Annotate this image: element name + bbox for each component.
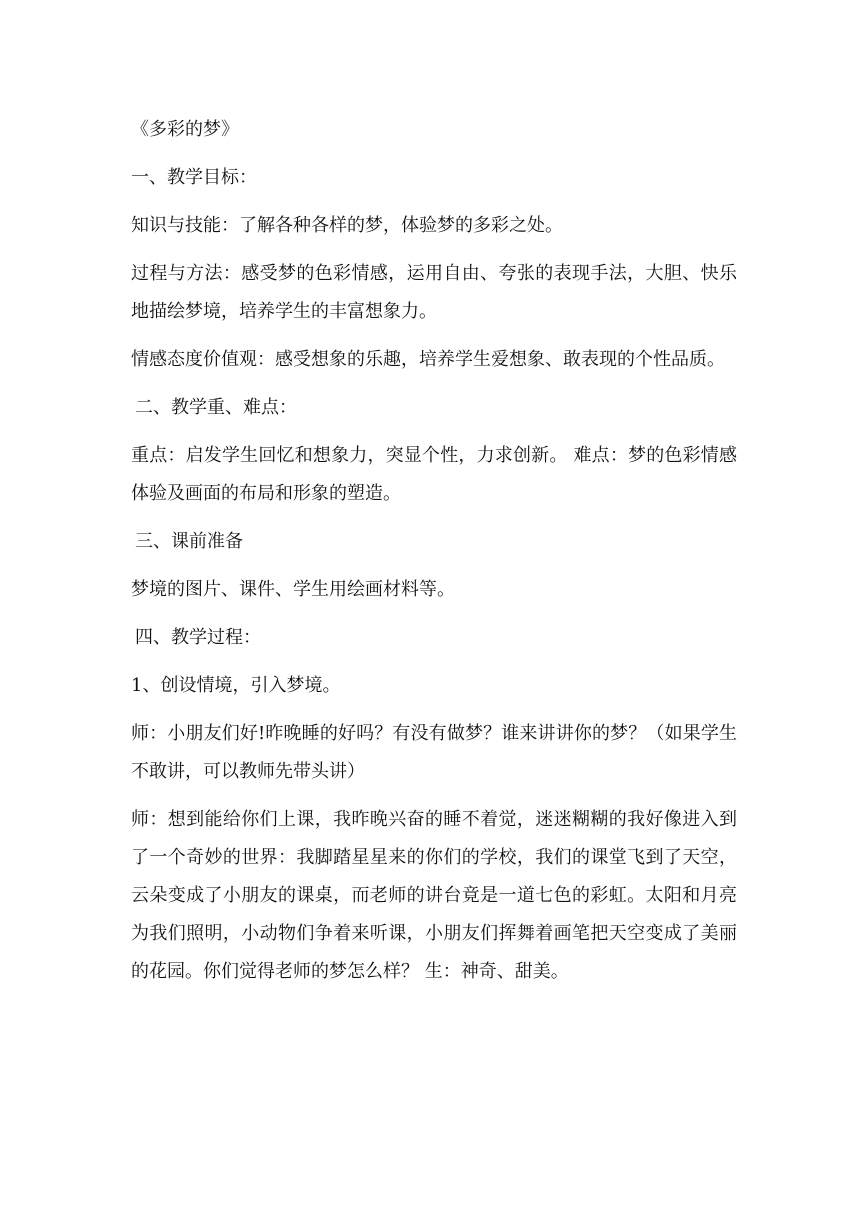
document-title: 《多彩的梦》 <box>131 119 239 140</box>
paragraph-process-methods: 过程与方法：感受梦的色彩情感，运用自由、夸张的表现手法，大胆、快乐地描绘梦境，培养学生的丰富想象力。 <box>131 263 737 322</box>
paragraph-teacher-dream: 师：想到能给你们上课，我昨晚兴奋的睡不着觉，迷迷糊糊的我好像进入到了一个奇妙的世界：我脚踏星星来的你们的学校，我们的课堂飞到了天空，云朵变成了小朋友的课桌，而老师的讲台竟是一道七色的彩虹。太阳和月亮为我们照明，小动物们争着来听课，小朋友们挥舞着画笔把天空变成了美丽的花园。你们觉得老师的梦怎么样？ 生：神奇、甜美。 <box>131 809 737 982</box>
paragraph-emotion-values: 情感态度价值观：感受想象的乐趣，培养学生爱想象、敢表现的个性品质。 <box>131 349 725 370</box>
paragraph-knowledge-skills: 知识与技能：了解各种各样的梦，体验梦的多彩之处。 <box>131 215 563 236</box>
section-heading-process: 四、教学过程： <box>135 627 261 648</box>
paragraph-key-difficult-points: 重点：启发学生回忆和想象力，突显个性，力求创新。 难点：梦的色彩情感体验及画面的布局和形象的塑造。 <box>131 445 737 504</box>
paragraph-materials: 梦境的图片、课件、学生用绘画材料等。 <box>131 579 455 600</box>
section-heading-key-points: 二、教学重、难点： <box>135 397 297 418</box>
section-heading-preparation: 三、课前准备 <box>135 531 243 552</box>
document-body <box>131 111 737 1001</box>
step-heading-1: 1、创设情境，引入梦境。 <box>131 675 341 696</box>
paragraph-teacher-greeting: 师：小朋友们好!昨晚睡的好吗？有没有做梦？谁来讲讲你的梦？（如果学生不敢讲，可以教师先带头讲） <box>131 723 737 782</box>
section-heading-objectives: 一、教学目标： <box>131 167 257 188</box>
